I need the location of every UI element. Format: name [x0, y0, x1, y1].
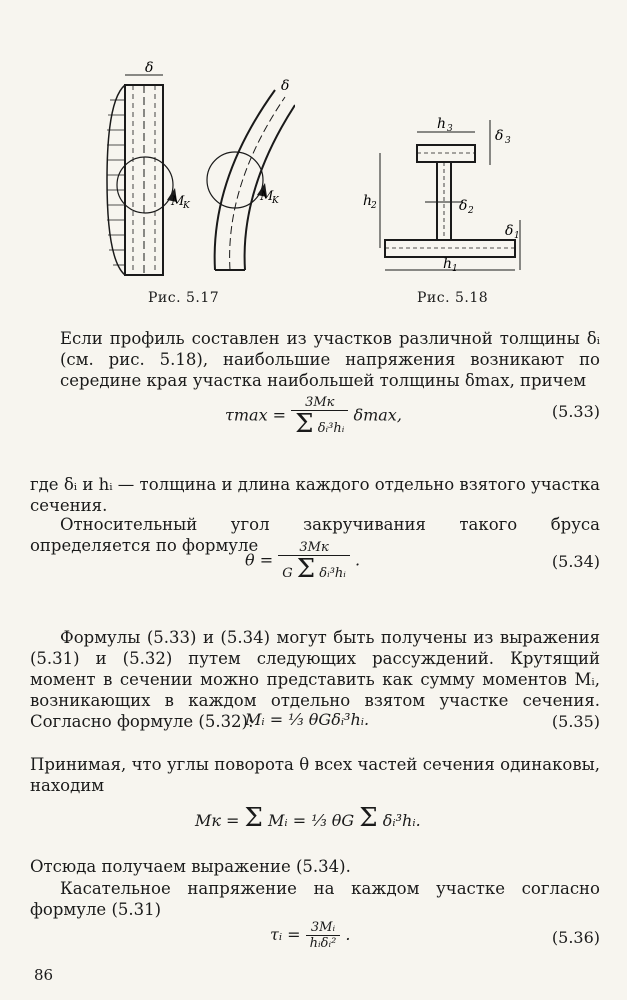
mk-label-2: M [260, 189, 274, 204]
d2-label: δ [459, 198, 468, 214]
paragraph-1: Если профиль составлен из участков различной толщины δᵢ (см. рис. 5.18), наибольшие напряжения возникают по середине края участка наибольшей толщины δmax, причем [60, 329, 600, 390]
figure-5-18 [355, 110, 535, 285]
eq533-lhs: τmax = [225, 405, 287, 425]
mk-sub-1: K [183, 201, 190, 211]
equation-sum: Mк = Σ Mᵢ = ⅓ θG Σ δᵢ³hᵢ. [195, 803, 421, 833]
eq536-num: 3Mᵢ [306, 920, 341, 936]
eqsum-mid: Mᵢ = ⅓ θG [268, 811, 355, 830]
eq534-num: 3Mк [278, 540, 350, 556]
paragraph-2: где δᵢ и hᵢ — толщина и длина каждого отдельно взятого участка сечения. [30, 475, 600, 515]
equation-5-33: τmax = $\frac{3Mк}{\text{Σ δᵢ³hᵢ}}$ δmax, [225, 395, 402, 439]
paragraph-3: Относительный угол закручивания такого бруса определяется по формуле [30, 515, 600, 555]
h1-sub: 1 [452, 264, 458, 274]
d3-label: δ [495, 128, 504, 144]
page-number: 86 [34, 966, 54, 984]
paragraph-5: Принимая, что углы поворота θ всех частей сечения одинаковы, находим [30, 755, 600, 795]
paragraph-4: Формулы (5.33) и (5.34) могут быть получены из выражения (5.31) и (5.32) путем следующих рассуждений. Крутящий момент в сечении можно представить как сумму моментов Mᵢ, возникающих в каждом отдельно взятом участке сечения. Согласно формуле (5.32): [30, 628, 600, 731]
h2-label: h [363, 193, 373, 209]
d1-sub: 1 [514, 231, 520, 241]
eq534-lhs: θ = [245, 550, 274, 570]
eq534-number: (5.34) [551, 552, 600, 571]
eq535-number: (5.35) [551, 712, 600, 731]
equation-5-34: θ = $\frac{3Mк}{\text{G Σ δᵢ³hᵢ}}$ . [245, 540, 361, 584]
eq533-den: δᵢ³hᵢ [317, 421, 345, 436]
h2-sub: 2 [371, 201, 377, 211]
paragraph-7: Касательное напряжение на каждом участке согласно формуле (5.31) [30, 879, 600, 919]
eq536-number: (5.36) [551, 928, 600, 947]
delta-label-2: δ [281, 78, 290, 94]
d3-sub: 3 [505, 136, 511, 146]
eqsum-lhs: Mк = [195, 811, 240, 830]
caption-5-17: Рис. 5.17 [148, 290, 220, 306]
eq533-number: (5.33) [551, 402, 600, 421]
caption-5-18: Рис. 5.18 [417, 290, 489, 306]
figure-5-17 [95, 60, 295, 285]
eqsum-tail: δᵢ³hᵢ. [382, 811, 421, 830]
h3-label: h [437, 116, 447, 132]
mk-sub-2: K [272, 196, 279, 206]
d2-sub: 2 [468, 206, 474, 216]
eq534-g: G [282, 566, 293, 581]
delta-label: δ [145, 60, 154, 76]
h3-sub: 3 [447, 124, 453, 134]
h1-label: h [443, 256, 453, 272]
eq536-lhs: τᵢ = [270, 925, 301, 944]
equation-5-36: τᵢ = $\frac{\text{3Mᵢ}}{\text{hᵢδᵢ²}}$ . [270, 920, 351, 951]
paragraph-6: Отсюда получаем выражение (5.34). [30, 857, 351, 876]
mk-label-1: M [171, 194, 185, 209]
eq533-tail: δmax, [353, 405, 402, 425]
equation-5-35: Mᵢ = ⅓ θGδᵢ³hᵢ. [245, 710, 370, 729]
eq534-den: δᵢ³hᵢ [319, 566, 346, 581]
eq536-den: hᵢδᵢ² [309, 936, 337, 951]
eq533-num: 3Mк [291, 395, 348, 411]
d1-label: δ [505, 223, 514, 239]
